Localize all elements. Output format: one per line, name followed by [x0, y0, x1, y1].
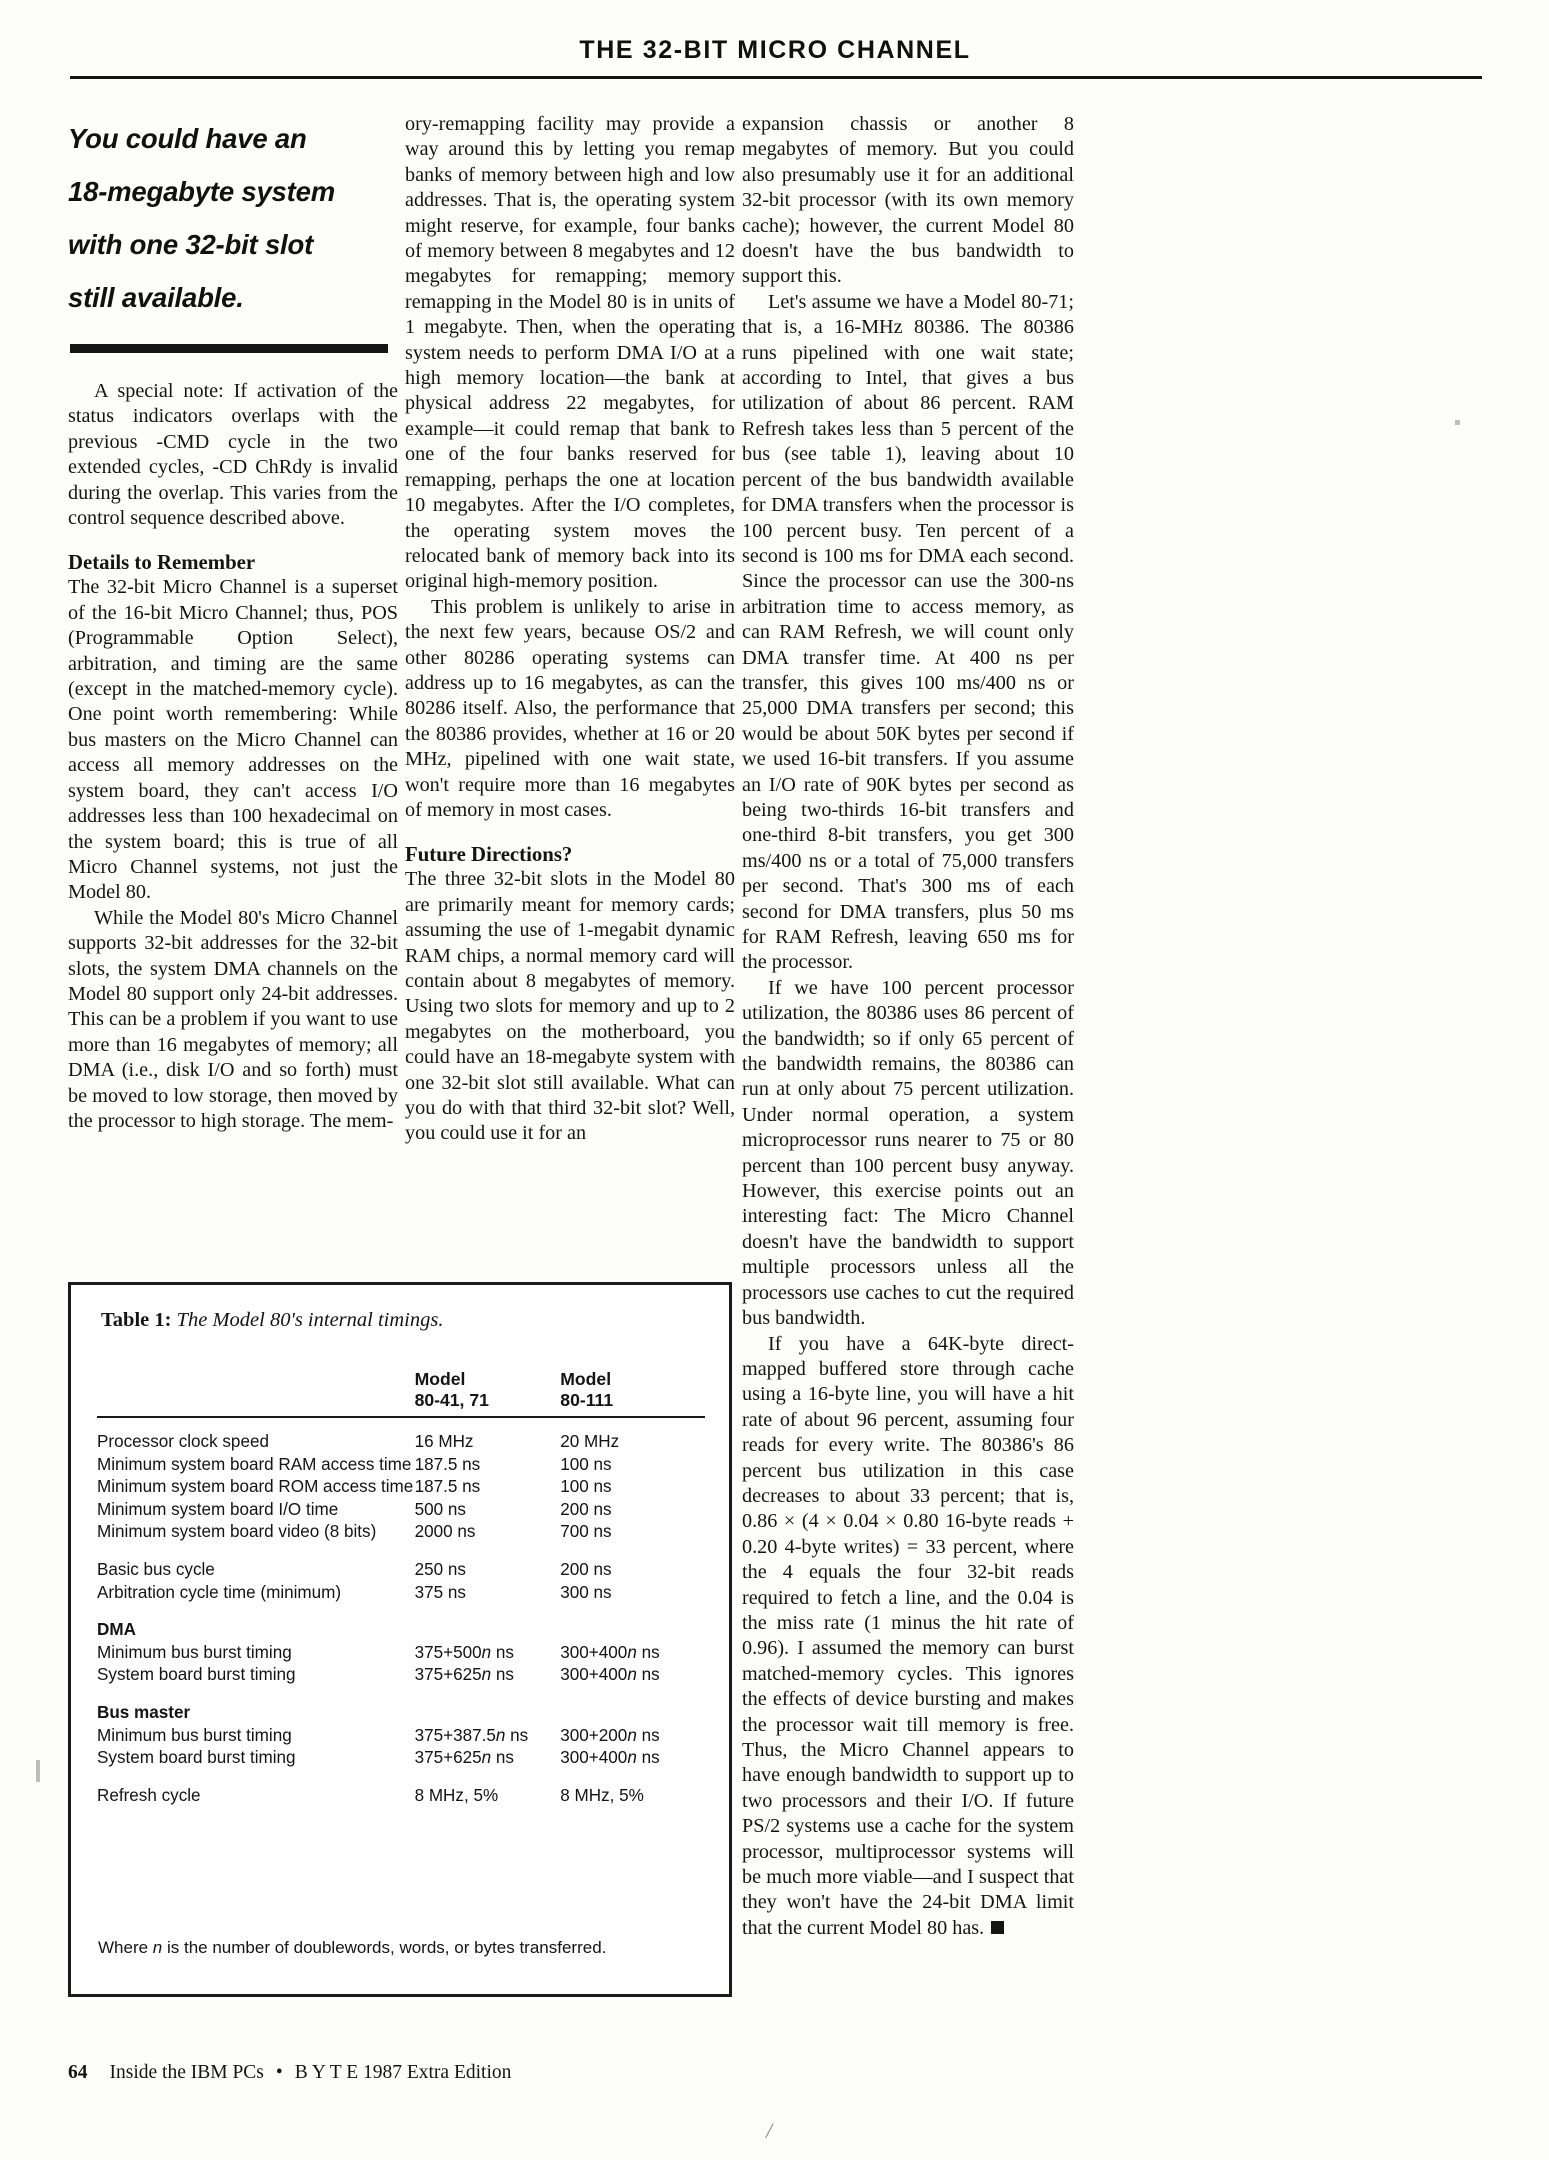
- table-cell-label: System board burst timing: [97, 1748, 296, 1768]
- timings-table: [97, 1369, 705, 1807]
- column-header-model-80-41-71: [415, 1369, 561, 1417]
- running-head: THE 32-BIT MICRO CHANNEL: [579, 36, 971, 64]
- table-cell-label: Minimum bus burst timing: [97, 1642, 292, 1662]
- table-cell-value-80-111: 100 ns: [560, 1477, 612, 1497]
- table-1-box: [68, 1282, 732, 1997]
- section-heading-details-to-remember: Details to Remember: [68, 551, 256, 575]
- pull-quote-line-2: 18-megabyte system: [68, 176, 335, 207]
- table-caption: [101, 1309, 443, 1332]
- table-row: [97, 1499, 705, 1522]
- scan-speck: [36, 1760, 40, 1782]
- paragraph: The 32-bit Micro Channel is a superset of the 16-bit Micro Channel; thus, POS (Programmable Option Select), arbitration, and timing are the same (except in the matched-memory cycle). One point worth remembering: While bus masters on the Micro Channel can access all memory addresses on the system board, they can't access I/O addresses less than 100 hexadecimal on the system board; this is true of all Micro Channel systems, not just the Model 80.: [68, 576, 398, 904]
- table-cell-value-80-41-71: 187.5 ns: [414, 1477, 481, 1497]
- paragraph-final-text: If you have a 64K-byte direct-mapped buffered store through cache using a 16-byte line, you will have a hit rate of about 96 percent, assuming four reads for every write. The 80386's 86 percent bus utilization in this case decreases to about 33 percent; that is, 0.86 × (4 × 0.04 × 0.80 16-byte reads + 0.20 4-byte writes) = 33 percent, where the 4 equals the four 32-bit reads required to fetch a line, and the 0.04 is the miss rate (1 minus the hit rate of 0.96). I assumed the memory can burst matched-memory cycles. This ignores the effects of device bursting and makes the processor wait till memory is free. Thus, the Micro Channel appears to have enough bandwidth to support up to two processors and their I/O. If future PS/2 systems use a cache for the system processor, multiprocessor systems will be much more viable—and I suspect that they won't have the 24-bit DMA limit that the current Model 80 has.: [742, 1332, 1074, 1939]
- table-row: [97, 1582, 705, 1605]
- column-header-blank: [97, 1369, 415, 1417]
- table-cell-value-80-41-71: 187.5 ns: [414, 1454, 481, 1474]
- table-spacer-row: [97, 1770, 705, 1785]
- column-header-line-1: Model: [560, 1369, 612, 1389]
- table-row: [97, 1559, 705, 1582]
- table-header-row: [97, 1369, 705, 1417]
- table-cell-value-80-41-71: 16 MHz: [414, 1432, 474, 1451]
- table-cell-value-80-111: 300+200n ns: [560, 1725, 660, 1745]
- pull-quote-line-4: still available.: [68, 282, 244, 313]
- page-footer: [68, 2062, 511, 2084]
- table-cell-value-80-41-71: 250 ns: [414, 1559, 466, 1579]
- table-row: [97, 1454, 705, 1477]
- table-group-heading: DMA: [97, 1620, 136, 1640]
- table-cell-value-80-111: 8 MHz, 5%: [560, 1785, 644, 1805]
- paragraph: While the Model 80's Micro Channel supports 32-bit addresses for the 32-bit slots, the system DMA channels on the Model 80 support only 24-bit addresses. This can be a problem if you want to use more than 16 megabytes of memory; all DMA (i.e., disk I/O and so forth) must be moved to low storage, then moved by the processor to high storage. The mem-: [68, 906, 398, 1132]
- table-cell-value-80-41-71: 8 MHz, 5%: [414, 1785, 499, 1805]
- table-cell-value-80-111: 700 ns: [560, 1522, 612, 1542]
- table-footnote-variable: n: [152, 1938, 163, 1957]
- table-cell-value-80-41-71: 375+625n ns: [414, 1665, 514, 1685]
- table-cell-value-80-41-71: 375+625n ns: [414, 1748, 514, 1768]
- footer-separator: •: [275, 2062, 283, 2083]
- table-row: [97, 1642, 705, 1665]
- section-heading-future-directions: Future Directions?: [405, 843, 573, 867]
- table-row: [97, 1664, 705, 1687]
- scan-speck: [1455, 420, 1460, 425]
- table-cell-value-80-41-71: 2000 ns: [414, 1522, 476, 1542]
- paragraph: ory-remapping facility may provide a way around this by letting you remap banks of memory between high and low addresses. That is, the operating system might reserve, for example, four banks of memory between 8 megabytes and 12 megabytes for remapping; memory remapping in the Model 80 is in units of 1 megabyte. Then, when the operating system needs to perform DMA I/O at a high memory location—the bank at physical address 22 megabytes, for example—it could remap that bank to one of the four banks reserved for remapping, perhaps the one at location 10 megabytes. After the I/O completes, the operating system moves the relocated bank of memory back into its original high-memory position.: [405, 113, 735, 593]
- paragraph: Let's assume we have a Model 80-71; that is, a 16-MHz 80386. The 80386 runs pipelined with one wait state; according to Intel, that gives a bus utilization of about 86 percent. RAM Refresh takes less than 5 percent of the bus (see table 1), leaving about 10 percent of the bus bandwidth available for DMA transfers when the processor is 100 percent busy. Ten percent of a second is 100 ms for DMA each second. Since the processor can use the 300-ns arbitration time to access memory, as can RAM Refresh, we will count only DMA transfer time. At 400 ns per transfer, this gives 100 ms/400 ns or 25,000 DMA transfers per second; this would be about 50K bytes per second if we used 16-bit transfers. If you assume an I/O rate of 90K bytes per second as being two-thirds 16-bit transfers and one-third 8-bit transfers, you get 300 ms/400 ns or a total of 75,000 transfers per second. That's 300 ms of each second for DMA transfers, plus 50 ms for RAM Refresh, leaving 650 ms for the processor.: [742, 290, 1074, 974]
- table-row: [97, 1476, 705, 1499]
- table-caption-label: Table 1:: [101, 1309, 172, 1331]
- table-cell-value-80-41-71: 375+500n ns: [414, 1642, 514, 1662]
- column-header-model-80-111: [560, 1369, 705, 1417]
- text-column-1: [68, 112, 398, 1134]
- table-cell-value-80-111: 300 ns: [560, 1582, 612, 1602]
- table-row: [97, 1785, 705, 1808]
- paragraph: The three 32-bit slots in the Model 80 are primarily meant for memory cards; assuming the use of 1-megabit dynamic RAM chips, a normal memory card will contain about 8 megabytes of memory. Using two slots for memory and up to 2 megabytes on the motherboard, you could have an 18-megabyte system with one 32-bit slot still available. What can you do with that third 32-bit slot? Well, you could use it for an: [405, 868, 735, 1145]
- table-cell-value-80-41-71: 375 ns: [414, 1582, 466, 1602]
- table-row: [97, 1431, 705, 1454]
- table-cell-value-80-111: 200 ns: [560, 1499, 612, 1519]
- table-cell-value-80-41-71: 500 ns: [414, 1499, 466, 1519]
- footer-edition: B Y T E 1987 Extra Edition: [294, 2062, 512, 2083]
- table-spacer-row: [97, 1687, 705, 1702]
- text-column-2: [405, 112, 735, 1147]
- table-cell-value-80-111: 20 MHz: [560, 1432, 620, 1451]
- paragraph: expansion chassis or another 8 megabytes of memory. But you could also presumably use it for an additional 32-bit processor (with its own memory cache); however, the current Model 80 doesn't have the bus bandwidth to support this.: [742, 113, 1074, 288]
- table-cell-value-80-41-71: 375+387.5n ns: [414, 1725, 529, 1745]
- table-cell-label: Minimum system board video (8 bits): [97, 1522, 377, 1542]
- table-footnote: [98, 1938, 606, 1958]
- column-header-line-2: 80-111: [560, 1390, 614, 1410]
- table-caption-text: The Model 80's internal timings.: [176, 1309, 444, 1331]
- column-header-line-2: 80-41, 71: [414, 1390, 489, 1410]
- pull-quote-line-1: You could have an: [68, 123, 307, 154]
- column-header-line-1: Model: [414, 1369, 466, 1389]
- page-number: 64: [68, 2062, 88, 2083]
- pull-quote-rule: [70, 344, 388, 353]
- table-group-heading-row: [97, 1619, 705, 1642]
- pull-quote-line-3: with one 32-bit slot: [68, 229, 314, 260]
- table-cell-label: Minimum system board I/O time: [97, 1499, 339, 1519]
- pull-quote: [68, 112, 398, 324]
- end-mark-square: [991, 1921, 1004, 1934]
- table-spacer-row: [97, 1544, 705, 1559]
- table-cell-label: Minimum bus burst timing: [97, 1725, 292, 1745]
- table-group-heading-row: [97, 1702, 705, 1725]
- text-column-3: [742, 112, 1074, 1941]
- table-spacer-row: [97, 1604, 705, 1619]
- table-row: [97, 1521, 705, 1544]
- table-cell-label: Minimum system board RAM access time: [97, 1454, 412, 1474]
- table-group-heading: Bus master: [97, 1702, 191, 1722]
- table-cell-value-80-111: 100 ns: [560, 1454, 612, 1474]
- scan-artifact-mark: /: [766, 2118, 773, 2143]
- table-cell-value-80-111: 300+400n ns: [560, 1642, 660, 1662]
- table-footnote-post: is the number of doublewords, words, or bytes transferred.: [162, 1938, 607, 1957]
- table-head-rule: [97, 1417, 705, 1431]
- paragraph-final: [742, 1332, 1074, 1942]
- table-cell-label: Arbitration cycle time (minimum): [97, 1582, 342, 1602]
- table-cell-label: Minimum system board ROM access time: [97, 1477, 414, 1497]
- table-cell-label: System board burst timing: [97, 1665, 296, 1685]
- paragraph: This problem is unlikely to arise in the next few years, because OS/2 and other 80286 operating systems can address up to 16 megabytes, as can the 80286 itself. Also, the performance that the 80386 provides, whether at 16 or 20 MHz, pipelined with one wait state, won't require more than 16 megabytes of memory in most cases.: [405, 595, 735, 821]
- table-row: [97, 1725, 705, 1748]
- table-cell-value-80-111: 300+400n ns: [560, 1665, 660, 1685]
- paragraph: A special note: If activation of the status indicators overlaps with the previous -CMD cycle in the two extended cycles, -CD ChRdy is invalid during the overlap. This varies from the control sequence described above.: [68, 380, 398, 530]
- running-head-rule: [70, 76, 1482, 79]
- table-footnote-pre: Where: [98, 1938, 153, 1957]
- table-cell-value-80-111: 300+400n ns: [560, 1748, 660, 1768]
- table-cell-label: Basic bus cycle: [97, 1559, 215, 1579]
- table-cell-value-80-111: 200 ns: [560, 1559, 612, 1579]
- table-cell-label: Refresh cycle: [97, 1785, 201, 1805]
- footer-publication: Inside the IBM PCs: [109, 2062, 264, 2083]
- paragraph: If we have 100 percent processor utilization, the 80386 uses 86 percent of the bandwidth; so if only 65 percent of the bandwidth remains, the 80386 can run at only about 75 percent utilization. Under normal operation, a system microprocessor runs nearer to 75 or 80 percent than 100 percent busy anyway. However, this exercise points out an interesting fact: The Micro Channel doesn't have the bandwidth to support multiple processors unless all the processors use caches to cut the required bus bandwidth.: [742, 976, 1074, 1330]
- table-cell-label: Processor clock speed: [97, 1432, 269, 1451]
- table-row: [97, 1747, 705, 1770]
